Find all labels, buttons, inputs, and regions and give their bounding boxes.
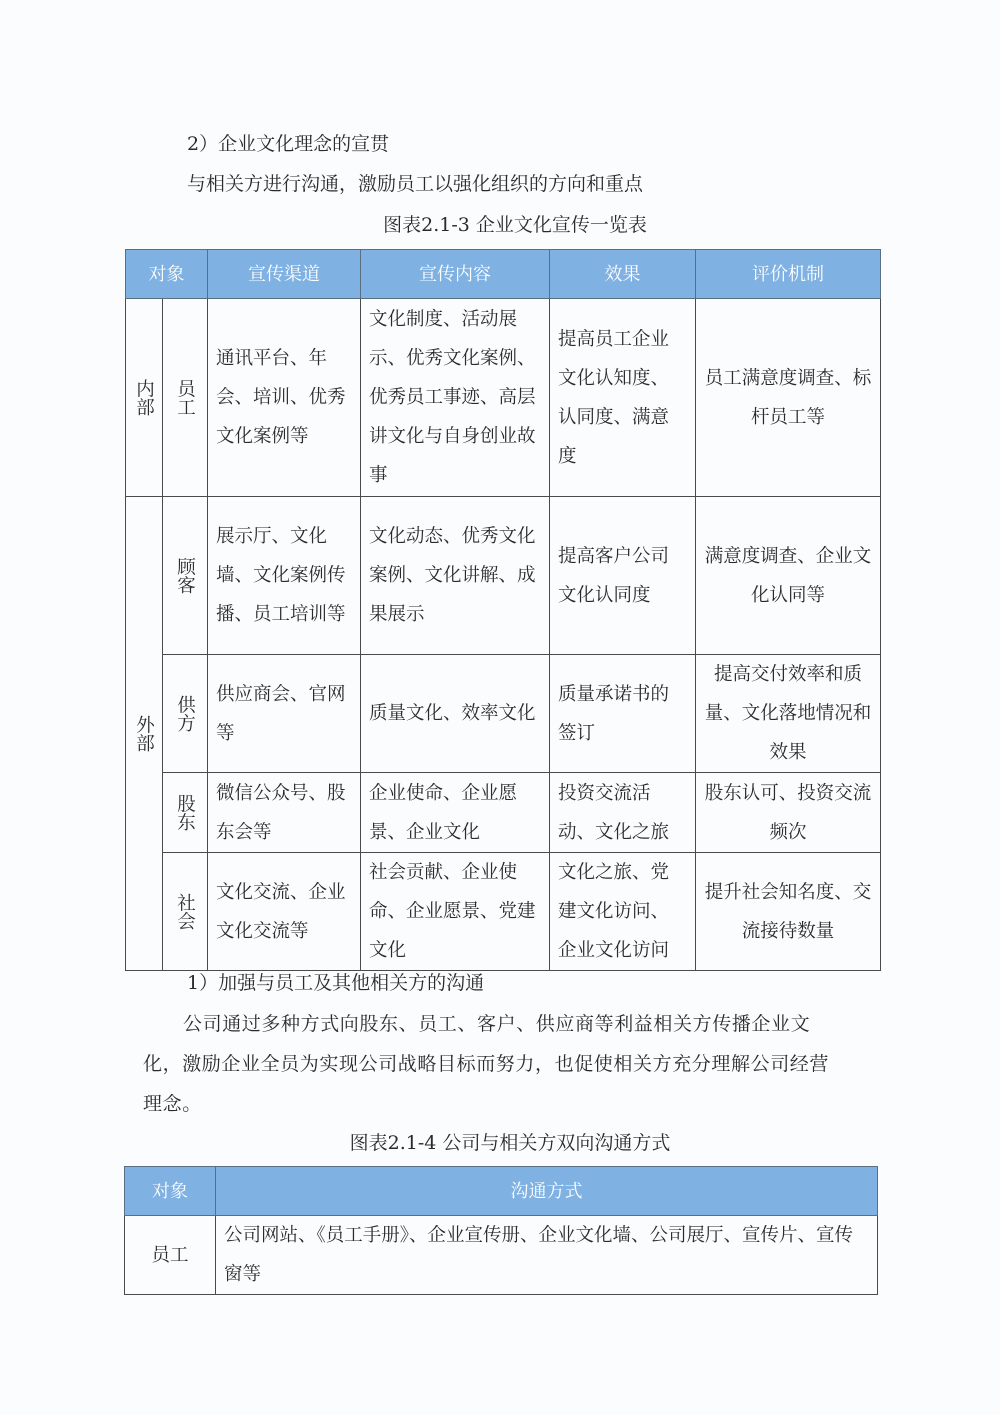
row-channel: 展示厅、文化墙、文化案例传播、员工培训等 [208,497,361,655]
table2-caption: 图表2.1-4 公司与相关方双向沟通方式 [349,1132,671,1154]
culture-promotion-table [125,249,881,971]
row-target: 股东 [163,773,208,853]
row-content: 文化制度、活动展示、优秀文化案例、优秀员工事迹、高层讲文化与自身创业故事 [361,299,550,497]
row-method: 公司网站、《员工手册》、企业宣传册、企业文化墙、公司展厅、宣传片、宣传窗等 [216,1216,878,1295]
row-target: 员工 [125,1216,216,1295]
row-content: 社会贡献、企业使命、企业愿景、党建文化 [361,853,550,971]
row-channel: 通讯平台、年会、培训、优秀文化案例等 [208,299,361,497]
row-channel: 微信公众号、股东会等 [208,773,361,853]
group-internal: 内部 [126,299,163,497]
table-row [126,655,881,773]
row-target: 社会 [163,853,208,971]
header-method: 沟通方式 [216,1167,878,1216]
row-channel: 文化交流、企业文化交流等 [208,853,361,971]
header-content: 宣传内容 [361,250,550,299]
intro-text: 与相关方进行沟通，激励员工以强化组织的方向和重点 [187,173,644,195]
row-evaluation: 提高交付效率和质量、文化落地情况和效果 [696,655,881,773]
row-evaluation: 股东认可、投资交流频次 [696,773,881,853]
table1-caption: 图表2.1-3 企业文化宣传一览表 [383,214,647,236]
row-effect: 提高员工企业文化认知度、认同度、满意度 [550,299,696,497]
row-target: 员工 [163,299,208,497]
section-heading: 2）企业文化理念的宣贯 [187,133,390,155]
communication-table [124,1166,878,1295]
row-effect: 文化之旅、党建文化访问、企业文化访问 [550,853,696,971]
row-evaluation: 提升社会知名度、交流接待数量 [696,853,881,971]
row-target: 顾客 [163,497,208,655]
table-header-row [125,1167,878,1216]
table-row [126,299,881,497]
row-content: 质量文化、效率文化 [361,655,550,773]
table-row [125,1216,878,1295]
header-effect: 效果 [550,250,696,299]
row-effect: 投资交流活动、文化之旅 [550,773,696,853]
row-evaluation: 员工满意度调查、标杆员工等 [696,299,881,497]
row-content: 企业使命、企业愿景、企业文化 [361,773,550,853]
row-channel: 供应商会、官网等 [208,655,361,773]
row-target: 供方 [163,655,208,773]
table-header-row [126,250,881,299]
row-content: 文化动态、优秀文化案例、文化讲解、成果展示 [361,497,550,655]
row-effect: 提高客户公司文化认同度 [550,497,696,655]
group-external: 外部 [126,497,163,971]
row-effect: 质量承诺书的签订 [550,655,696,773]
table-row [126,853,881,971]
header-target: 对象 [126,250,208,299]
header-target: 对象 [125,1167,216,1216]
body-paragraph: 公司通过多种方式向股东、员工、客户、供应商等利益相关方传播企业文化，激励企业全员为实现公司战略目标而努力，也促使相关方充分理解公司经营理念。 [143,1013,830,1115]
subheading: 1）加强与员工及其他相关方的沟通 [187,972,485,994]
table-row [126,773,881,853]
table-row [126,497,881,655]
header-channel: 宣传渠道 [208,250,361,299]
row-evaluation: 满意度调查、企业文化认同等 [696,497,881,655]
header-evaluation: 评价机制 [696,250,881,299]
